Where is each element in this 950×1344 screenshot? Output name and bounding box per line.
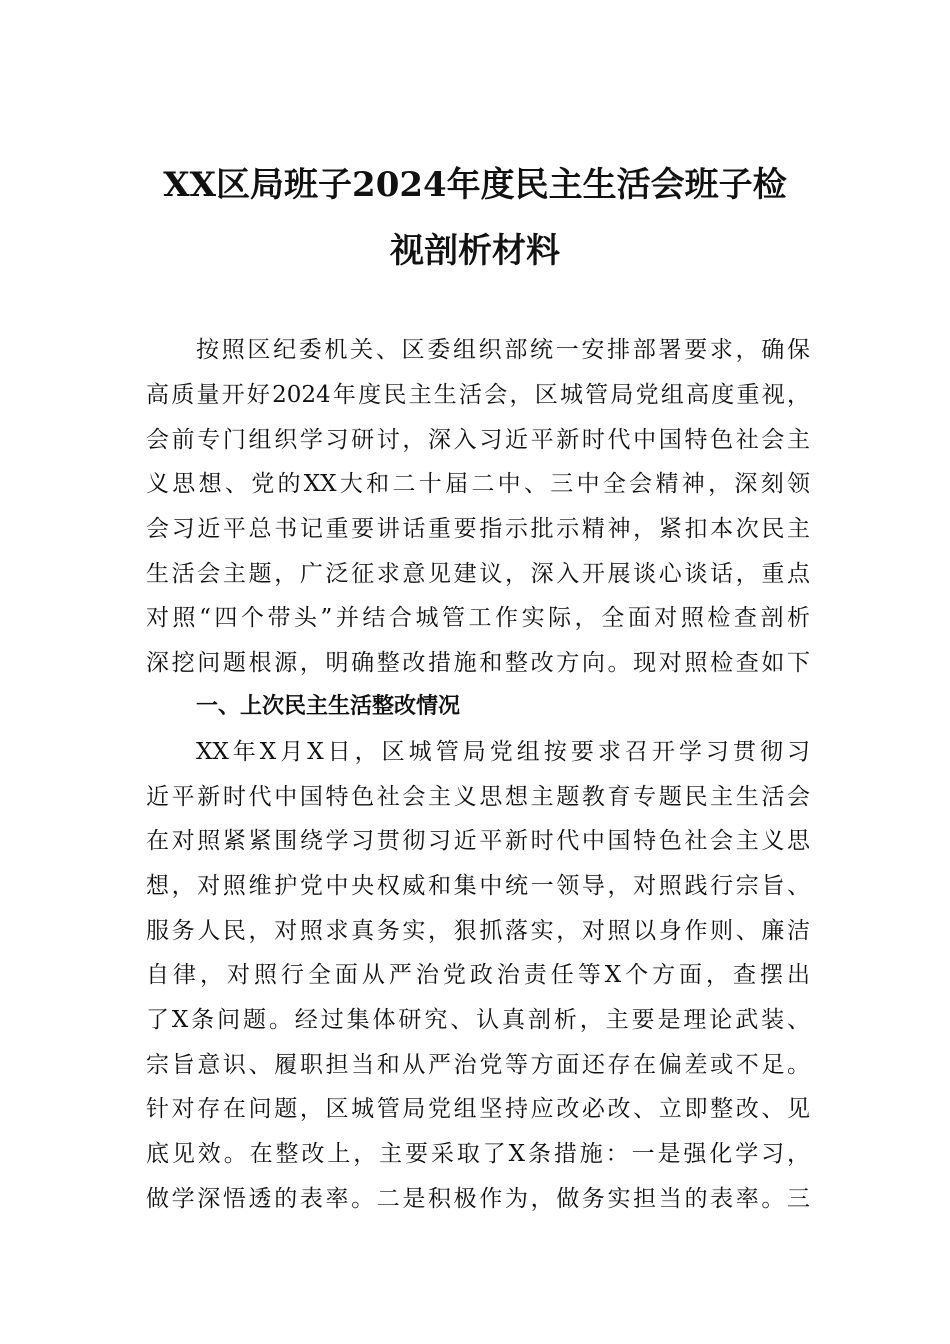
section-paragraph-line: 针对存在问题，区城管局党组坚持应改必改、立即整改、见 [146, 1096, 810, 1122]
section-paragraph-line: 自律，对照行全面从严治党政治责任等X个方面，查摆出 [146, 962, 810, 988]
section-paragraph-line: 了X条问题。经过集体研究、认真剖析，主要是理论武装、 [146, 1007, 810, 1033]
intro-paragraph-line: 会前专门组织学习研讨，深入习近平新时代中国特色社会主 [146, 427, 810, 453]
section-paragraph-line: 服务人民，对照求真务实，狠抓落实，对照以身作则、廉洁 [146, 918, 810, 944]
section-paragraph-line: XX年X月X日，区城管局党组按要求召开学习贯彻习 [196, 739, 810, 765]
section-paragraph-line: 做学深悟透的表率。二是积极作为，做务实担当的表率。三 [146, 1186, 810, 1212]
section-heading: 一、上次民主生活整改情况 [196, 694, 461, 719]
section-paragraph-line: 底见效。在整改上，主要采取了X条措施：一是强化学习， [146, 1141, 810, 1167]
intro-paragraph-line: 按照区纪委机关、区委组织部统一安排部署要求，确保 [196, 337, 810, 363]
document-title-line-2: 视剖析材料 [390, 231, 560, 271]
section-paragraph-line: 宗旨意识、履职担当和从严治党等方面还存在偏差或不足。 [146, 1052, 810, 1078]
document-title-line-1: XX区局班子2024年度民主生活会班子检 [163, 165, 787, 205]
intro-paragraph-line: 对照“四个带头”并结合城管工作实际，全面对照检查剖析 [146, 605, 810, 631]
intro-paragraph-line: 高质量开好2024年度民主生活会，区城管局党组高度重视， [146, 382, 810, 408]
intro-paragraph-line: 深挖问题根源，明确整改措施和整改方向。现对照检查如下 [146, 650, 810, 676]
intro-paragraph-line: 义思想、党的XX大和二十届二中、三中全会精神，深刻领 [146, 471, 810, 497]
section-paragraph-line: 想，对照维护党中央权威和集中统一领导，对照践行宗旨、 [146, 873, 810, 899]
intro-paragraph-line: 会习近平总书记重要讲话重要指示批示精神，紧扣本次民主 [146, 516, 810, 542]
intro-paragraph-line: 生活会主题，广泛征求意见建议，深入开展谈心谈话，重点 [146, 561, 810, 587]
section-paragraph-line: 近平新时代中国特色社会主义思想主题教育专题民主生活会 [146, 784, 810, 810]
section-paragraph-line: 在对照紧紧围绕学习贯彻习近平新时代中国特色社会主义思 [146, 828, 810, 854]
